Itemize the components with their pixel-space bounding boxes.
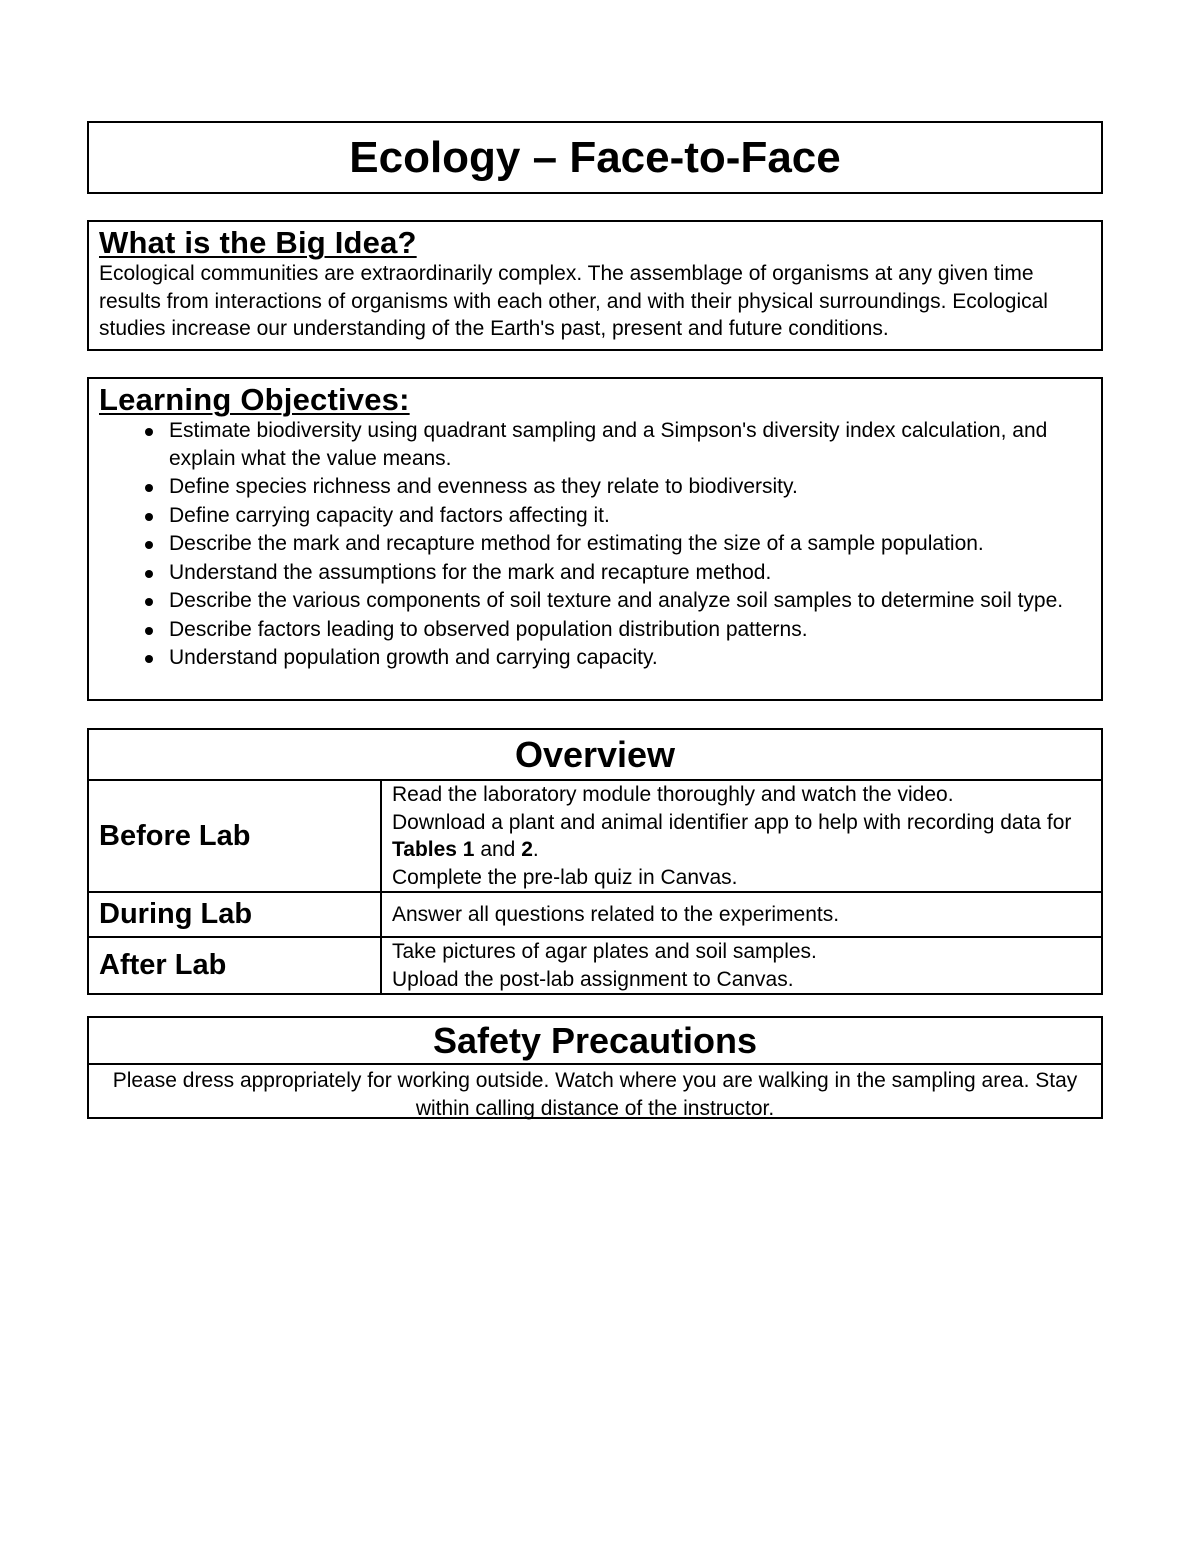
overview-row-after-lab xyxy=(88,937,1102,994)
before-lab-label: Before Lab xyxy=(88,780,381,892)
before-lab-line1: Read the laboratory module thoroughly and watch the video. xyxy=(392,783,954,806)
tables-1-ref: Tables 1 xyxy=(392,838,475,861)
safety-heading: Safety Precautions xyxy=(89,1018,1101,1065)
after-lab-content xyxy=(381,937,1102,994)
overview-heading: Overview xyxy=(88,729,1102,780)
safety-section xyxy=(87,1016,1103,1119)
after-lab-label: After Lab xyxy=(88,937,381,994)
period: . xyxy=(532,838,539,861)
objective-item: Estimate biodiversity using quadrant sampling and a Simpson's diversity index calculation, and explain what the value means. xyxy=(99,417,1091,472)
objective-item: Define species richness and evenness as they relate to biodiversity. xyxy=(99,473,1091,501)
objective-item: Define carrying capacity and factors affecting it. xyxy=(99,502,1091,530)
overview-row-during-lab xyxy=(88,892,1102,937)
learning-objectives-heading: Learning Objectives: xyxy=(99,382,410,417)
objective-item: Understand the assumptions for the mark and recapture method. xyxy=(99,559,1091,587)
objective-item: Describe factors leading to observed population distribution patterns. xyxy=(99,616,1091,644)
objective-item: Understand population growth and carrying capacity. xyxy=(99,644,1091,672)
overview-table xyxy=(87,728,1103,995)
before-lab-line3: Complete the pre-lab quiz in Canvas. xyxy=(392,865,738,889)
objective-item: Describe the various components of soil texture and analyze soil samples to determine soil type. xyxy=(99,587,1091,615)
learning-objectives-section xyxy=(87,377,1103,701)
page-title: Ecology – Face-to-Face xyxy=(349,132,841,182)
after-lab-line1: Take pictures of agar plates and soil samples. xyxy=(392,940,817,963)
before-lab-line2: Download a plant and animal identifier app to help with recording data for xyxy=(392,810,1072,834)
objective-item: Describe the mark and recapture method for estimating the size of a sample population. xyxy=(99,530,1091,558)
and-word: and xyxy=(474,838,522,861)
during-lab-content: Answer all questions related to the experiments. xyxy=(381,892,1102,937)
big-idea-text: Ecological communities are extraordinarily complex. The assemblage of organisms at any given time results from interactions of organisms with each other, and with their physical surroundings. Ecological studies increase our understanding of the Earth's past, present and future conditions. xyxy=(99,262,1048,341)
big-idea-section xyxy=(87,220,1103,351)
objectives-list xyxy=(99,417,1091,672)
safety-text: Please dress appropriately for working outside. Watch where you are walking in the sampling area. Stay within calling distance of the instructor. xyxy=(112,1069,1078,1120)
during-lab-label: During Lab xyxy=(88,892,381,937)
table-2-ref: 2 xyxy=(521,838,533,861)
title-box xyxy=(87,121,1103,194)
after-lab-line2: Upload the post-lab assignment to Canvas. xyxy=(392,967,794,991)
big-idea-heading: What is the Big Idea? xyxy=(99,225,417,260)
before-lab-content xyxy=(381,780,1102,892)
overview-row-before-lab xyxy=(88,780,1102,892)
